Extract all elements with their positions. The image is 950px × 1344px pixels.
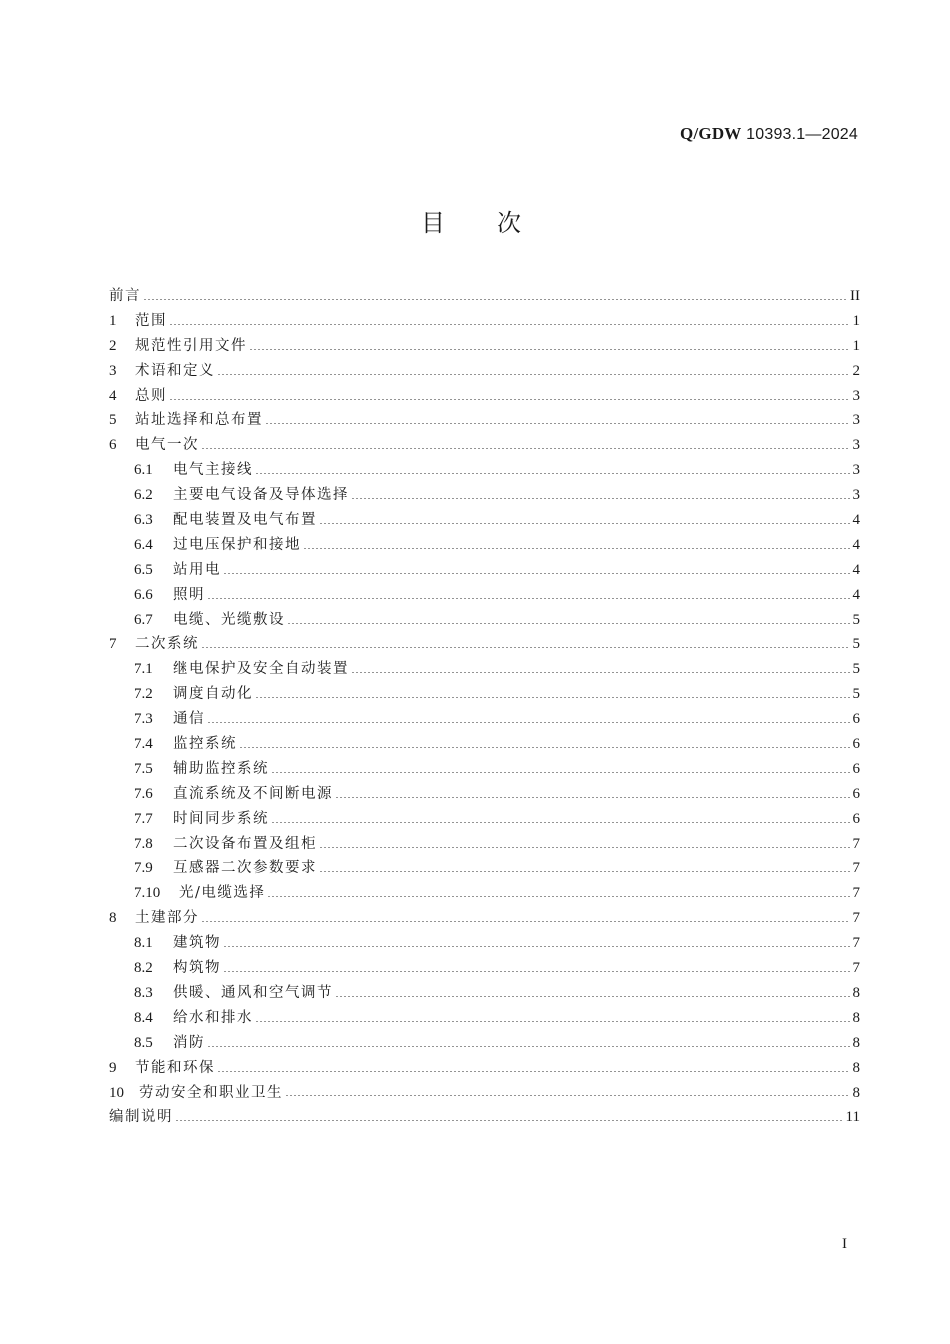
dot-leader — [265, 423, 850, 424]
toc-entry-page: 7 — [852, 835, 860, 852]
toc-entry-label: 光/电缆选择 — [179, 885, 266, 902]
toc-entry-page: 8 — [852, 1034, 860, 1051]
dot-leader — [207, 598, 850, 599]
toc-entry-page: II — [850, 288, 860, 304]
dot-leader — [351, 672, 850, 673]
dot-leader — [223, 573, 850, 574]
toc-entry-page: 5 — [852, 686, 860, 703]
toc-entry[interactable] — [109, 1105, 860, 1130]
toc-entry-page: 4 — [852, 561, 860, 578]
toc-entry[interactable] — [109, 906, 860, 931]
toc-entry-label: 时间同步系统 — [173, 810, 269, 827]
dot-leader — [239, 747, 850, 748]
dot-leader — [223, 971, 850, 972]
dot-leader — [271, 772, 850, 773]
toc-entry-page: 7 — [852, 910, 860, 927]
toc-entry-number: 6.6 — [134, 586, 153, 603]
dot-leader — [175, 1120, 844, 1121]
toc-entry-number: 8.5 — [134, 1034, 153, 1051]
toc-entry-page: 2 — [852, 362, 860, 379]
toc-entry-label: 前言 — [109, 288, 141, 304]
toc-entry-number: 7.4 — [134, 736, 153, 753]
toc-entry-number: 3 — [109, 362, 117, 379]
dot-leader — [255, 1021, 850, 1022]
toc-entry-label: 范围 — [135, 312, 167, 329]
toc-entry[interactable] — [109, 508, 860, 533]
dot-leader — [319, 523, 850, 524]
toc-entry-label: 辅助监控系统 — [173, 760, 269, 777]
toc-entry-number: 7.8 — [134, 835, 153, 852]
dot-leader — [267, 896, 850, 897]
toc-entry-label: 消防 — [173, 1034, 205, 1051]
toc-entry-label: 站用电 — [173, 561, 221, 578]
toc-entry-page: 3 — [852, 462, 860, 479]
toc-entry-number: 7.9 — [134, 860, 153, 877]
toc-entry-number: 8.1 — [134, 935, 153, 952]
toc-entry-number: 7.7 — [134, 810, 153, 827]
toc-entry-number: 9 — [109, 1059, 117, 1076]
dot-leader — [255, 697, 850, 698]
toc-entry[interactable] — [109, 558, 860, 583]
toc-entry[interactable] — [109, 309, 860, 334]
toc-entry-number: 6 — [109, 437, 117, 454]
toc-entry[interactable] — [109, 483, 860, 508]
dot-leader — [335, 996, 850, 997]
toc-entry[interactable] — [109, 881, 860, 906]
toc-entry[interactable] — [109, 384, 860, 409]
toc-entry-label: 劳动安全和职业卫生 — [139, 1084, 283, 1101]
toc-entry-label: 建筑物 — [173, 935, 221, 952]
toc-entry-number: 5 — [109, 412, 117, 429]
toc-entry-number: 6.5 — [134, 561, 153, 578]
page-number: I — [842, 1236, 847, 1252]
toc-entry-page: 1 — [852, 337, 860, 354]
toc-entry-page: 5 — [852, 661, 860, 678]
dot-leader — [169, 324, 850, 325]
toc-entry-page: 6 — [852, 760, 860, 777]
toc-entry-number: 6.1 — [134, 462, 153, 479]
toc-entry-label: 编制说明 — [109, 1109, 173, 1126]
toc-entry-label: 互感器二次参数要求 — [173, 860, 317, 877]
toc-entry[interactable] — [109, 782, 860, 807]
toc-entry-page: 4 — [852, 512, 860, 529]
table-of-contents — [109, 284, 860, 1130]
dot-leader — [223, 946, 850, 947]
dot-leader — [201, 647, 850, 648]
toc-entry-page: 11 — [845, 1109, 860, 1126]
dot-leader — [303, 548, 850, 549]
toc-entry[interactable] — [109, 632, 860, 657]
toc-entry-label: 供暖、通风和空气调节 — [173, 984, 333, 1001]
toc-entry-label: 站址选择和总布置 — [135, 412, 263, 429]
toc-entry-label: 二次系统 — [135, 636, 199, 653]
toc-entry[interactable] — [109, 856, 860, 881]
toc-entry-page: 6 — [852, 785, 860, 802]
toc-entry-number: 8 — [109, 910, 117, 927]
standard-code — [680, 124, 858, 144]
toc-entry[interactable] — [109, 334, 860, 359]
toc-entry-page: 8 — [852, 984, 860, 1001]
toc-entry[interactable] — [109, 458, 860, 483]
toc-entry-page: 8 — [852, 1084, 860, 1101]
dot-leader — [207, 722, 850, 723]
toc-entry-label: 土建部分 — [135, 910, 199, 927]
toc-entry-number: 8.2 — [134, 960, 153, 977]
toc-entry[interactable] — [109, 1006, 860, 1031]
toc-entry-page: 6 — [852, 736, 860, 753]
dot-leader — [319, 871, 850, 872]
toc-entry-page: 4 — [852, 536, 860, 553]
toc-entry-page: 6 — [852, 810, 860, 827]
toc-entry-label: 构筑物 — [173, 960, 221, 977]
toc-entry-number: 2 — [109, 337, 117, 354]
toc-entry-label: 直流系统及不间断电源 — [173, 785, 333, 802]
toc-entry[interactable] — [109, 757, 860, 782]
toc-entry-label: 术语和定义 — [135, 362, 215, 379]
toc-entry-label: 电气一次 — [135, 437, 199, 454]
toc-entry-page: 7 — [852, 885, 860, 902]
toc-entry-label: 规范性引用文件 — [135, 337, 247, 354]
toc-entry-page: 4 — [852, 586, 860, 603]
page-title: 目次 — [421, 209, 573, 237]
toc-entry[interactable] — [109, 1031, 860, 1056]
toc-entry-label: 照明 — [173, 586, 205, 603]
toc-entry-label: 通信 — [173, 711, 205, 728]
toc-entry[interactable] — [109, 682, 860, 707]
toc-entry[interactable] — [109, 732, 860, 757]
toc-entry-number: 7.3 — [134, 711, 153, 728]
toc-entry-page: 8 — [852, 1009, 860, 1026]
toc-entry-number: 6.7 — [134, 611, 153, 628]
toc-entry-page: 7 — [852, 935, 860, 952]
toc-entry-label: 调度自动化 — [173, 686, 253, 703]
dot-leader — [249, 349, 850, 350]
dot-leader — [351, 498, 850, 499]
dot-leader — [217, 374, 850, 375]
toc-entry-label: 电缆、光缆敷设 — [173, 611, 285, 628]
toc-entry-number: 7.5 — [134, 760, 153, 777]
toc-entry-page: 6 — [852, 711, 860, 728]
toc-entry-page: 7 — [852, 960, 860, 977]
toc-entry-page: 3 — [852, 437, 860, 454]
toc-entry-number: 7.2 — [134, 686, 153, 703]
dot-leader — [287, 623, 850, 624]
toc-entry[interactable] — [109, 433, 860, 458]
dot-leader — [335, 797, 850, 798]
toc-entry-page: 3 — [852, 412, 860, 429]
toc-entry-number: 8.3 — [134, 984, 153, 1001]
toc-entry-label: 过电压保护和接地 — [173, 536, 301, 553]
toc-entry-label: 二次设备布置及组柜 — [173, 835, 317, 852]
toc-entry-number: 4 — [109, 387, 117, 404]
dot-leader — [169, 399, 850, 400]
toc-entry[interactable] — [109, 807, 860, 832]
toc-entry-label: 总则 — [135, 387, 167, 404]
toc-entry-page: 7 — [852, 860, 860, 877]
toc-entry-number: 8.4 — [134, 1009, 153, 1026]
toc-entry-number: 7.1 — [134, 661, 153, 678]
toc-entry[interactable] — [109, 533, 860, 558]
dot-leader — [201, 448, 850, 449]
dot-leader — [285, 1095, 850, 1096]
toc-entry[interactable] — [109, 284, 860, 309]
toc-entry-page: 5 — [852, 611, 860, 628]
dot-leader — [319, 847, 850, 848]
dot-leader — [207, 1046, 850, 1047]
dot-leader — [271, 822, 850, 823]
toc-entry-label: 电气主接线 — [173, 462, 253, 479]
toc-entry-page: 8 — [852, 1059, 860, 1076]
toc-entry[interactable] — [109, 832, 860, 857]
toc-entry[interactable] — [109, 359, 860, 384]
toc-entry[interactable] — [109, 931, 860, 956]
toc-entry-label: 给水和排水 — [173, 1009, 253, 1026]
toc-entry[interactable] — [109, 608, 860, 633]
dot-leader — [255, 473, 850, 474]
toc-entry-page: 1 — [852, 312, 860, 329]
toc-entry-page: 3 — [852, 387, 860, 404]
toc-entry-label: 配电装置及电气布置 — [173, 512, 317, 529]
toc-entry-label: 节能和环保 — [135, 1059, 215, 1076]
toc-entry[interactable] — [109, 1081, 860, 1106]
toc-entry-number: 7 — [109, 636, 117, 653]
toc-entry[interactable] — [109, 657, 860, 682]
toc-entry[interactable] — [109, 1056, 860, 1081]
toc-entry-number: 6.3 — [134, 512, 153, 529]
toc-entry-number: 10 — [109, 1084, 124, 1101]
dot-leader — [217, 1071, 850, 1072]
toc-entry-number: 1 — [109, 312, 117, 329]
toc-entry-number: 7.10 — [134, 885, 161, 902]
toc-entry-page: 5 — [852, 636, 860, 653]
toc-entry-number: 6.4 — [134, 536, 153, 553]
toc-entry-label: 监控系统 — [173, 736, 237, 753]
toc-entry[interactable] — [109, 956, 860, 981]
toc-entry-label: 主要电气设备及导体选择 — [173, 487, 349, 504]
toc-entry-page: 3 — [852, 487, 860, 504]
toc-entry[interactable] — [109, 408, 860, 433]
dot-leader — [201, 921, 850, 922]
dot-leader — [143, 299, 848, 300]
standard-prefix: Q/GDW — [680, 124, 742, 143]
toc-entry-number: 6.2 — [134, 487, 153, 504]
standard-number: 10393.1—2024 — [746, 126, 858, 143]
toc-entry[interactable] — [109, 707, 860, 732]
toc-entry-label: 继电保护及安全自动装置 — [173, 661, 349, 678]
toc-entry[interactable] — [109, 981, 860, 1006]
toc-entry-number: 7.6 — [134, 785, 153, 802]
toc-entry[interactable] — [109, 583, 860, 608]
